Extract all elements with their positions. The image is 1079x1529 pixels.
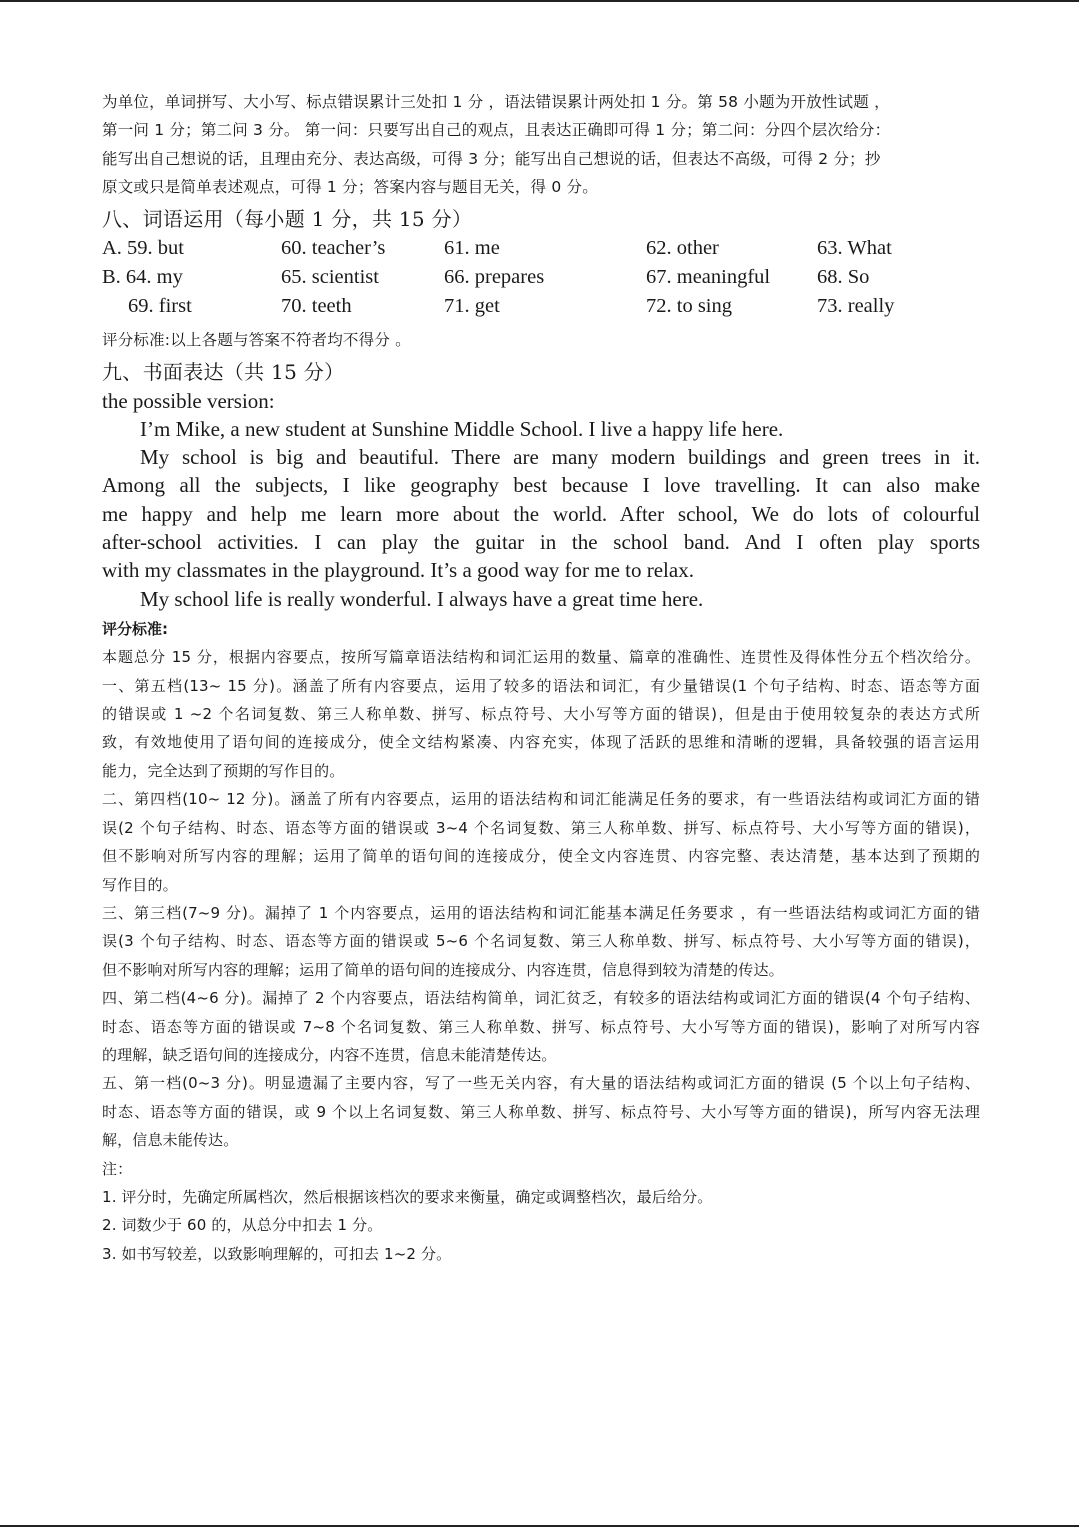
- essay-line: after-school activities. I can play the guitar in the school band. And I often play sports: [102, 530, 980, 555]
- note-line: 第一问 1 分；第二问 3 分。 第一问：只要写出自己的观点，且表达正确即可得 1 分；第二问：分四个层次给分：: [102, 121, 891, 140]
- note-item: 2. 词数少于 60 的，从总分中扣去 1 分。: [102, 1216, 383, 1235]
- section-8-criterion: 评分标准:以上各题与答案不符者均不得分 。: [102, 330, 411, 349]
- criteria-line: 三、第三档(7~9 分)。漏掉了 1 个内容要点，运用的语法结构和词汇能基本满足任务要求 ，有一些语法结构或词汇方面的错: [102, 903, 980, 922]
- note-item: 3. 如书写较差，以致影响理解的，可扣去 1~2 分。: [102, 1244, 452, 1263]
- top-border-line: [0, 0, 1079, 2]
- answer-71: 71. get: [444, 294, 500, 317]
- answer-67: 67. meaningful: [646, 265, 771, 288]
- note-line: 能写出自己想说的话，且理由充分、表达高级，可得 3 分；能写出自己想说的话，但表达不高级，可得 2 分；抄: [102, 149, 881, 168]
- answer-66: 66. prepares: [444, 265, 545, 288]
- answer-73: 73. really: [817, 294, 895, 317]
- criteria-line: 四、第二档(4~6 分)。漏掉了 2 个内容要点，语法结构简单，词汇贫乏，有较多的语法结构或词汇方面的错误(4 个句子结构、: [102, 989, 980, 1008]
- section-8-title: 八、词语运用（每小题 1 分，共 15 分）: [102, 207, 473, 232]
- possible-version-label: the possible version:: [102, 388, 275, 413]
- criteria-line: 二、第四档(10~ 12 分)。涵盖了所有内容要点，运用的语法结构和词汇能满足任务的要求，有一些语法结构或词汇方面的错: [102, 790, 980, 809]
- note-item: 1. 评分时，先确定所属档次，然后根据该档次的要求来衡量，确定或调整档次，最后给分。: [102, 1187, 713, 1206]
- answer-60: 60. teacher’s: [281, 237, 386, 260]
- essay-line: me happy and help me learn more about the world. After school, We do lots of colourful: [102, 501, 980, 526]
- answer-72: 72. to sing: [646, 294, 732, 317]
- criteria-line: 写作目的。: [102, 875, 178, 894]
- essay-line: with my classmates in the playground. It’s a good way for me to relax.: [102, 558, 694, 583]
- top-scoring-note: [102, 88, 980, 201]
- grading-criteria: [102, 643, 980, 1268]
- answer-68: 68. So: [817, 265, 870, 288]
- criteria-title: 评分标准:: [102, 619, 168, 638]
- criteria-line: 但不影响对所写内容的理解；运用了简单的语句间的连接成分，使全文内容连贯、内容完整、表达清楚，基本达到了预期的: [102, 847, 980, 866]
- criteria-line: 的理解，缺乏语句间的连接成分，内容不连贯，信息未能清楚传达。: [102, 1045, 557, 1064]
- sample-essay: [102, 415, 980, 613]
- answer-64: B. 64. my: [102, 265, 183, 288]
- criteria-line: 时态、语态等方面的错误，或 9 个以上名词复数、第三人称单数、拼写、标点符号、大小写等方面的错误)，所写内容无法理: [102, 1102, 980, 1121]
- answer-row-a: [102, 234, 980, 263]
- answer-65: 65. scientist: [281, 265, 379, 288]
- answer-63: 63. What: [817, 237, 892, 260]
- notes-title: 注：: [102, 1159, 133, 1178]
- criteria-line: 本题总分 15 分，根据内容要点，按所写篇章语法结构和词汇运用的数量、篇章的准确性、连贯性及得体性分五个档次给分。: [102, 648, 980, 667]
- criteria-line: 误(2 个句子结构、时态、语态等方面的错误或 3~4 个名词复数、第三人称单数、拼写、标点符号、大小写等方面的错误)，: [102, 818, 980, 837]
- section-9: [102, 358, 980, 1269]
- criteria-line: 一、第五档(13~ 15 分)。涵盖了所有内容要点，运用了较多的语法和词汇，有少量错误(1 个句子结构、时态、语态等方面: [102, 676, 980, 695]
- criteria-line: 能力，完全达到了预期的写作目的。: [102, 761, 345, 780]
- criteria-line: 误(3 个句子结构、时态、语态等方面的错误或 5~6 个名词复数、第三人称单数、拼写、标点符号、大小写等方面的错误)，: [102, 932, 980, 951]
- answer-59: A. 59. but: [102, 237, 184, 260]
- note-line: 为单位，单词拼写、大小写、标点错误累计三处扣 1 分 ，语法错误累计两处扣 1 分。第 58 小题为开放性试题 ，: [102, 93, 890, 111]
- criteria-line: 时态、语态等方面的错误或 7~8 个名词复数、第三人称单数、拼写、标点符号、大小写等方面的错误)，影响了对所写内容: [102, 1017, 980, 1036]
- criteria-line: 致，有效地使用了语句间的连接成分，使全文结构紧凑、内容充实，体现了活跃的思维和清晰的逻辑，具备较强的语言运用: [102, 733, 980, 752]
- note-line: 原文或只是简单表述观点，可得 1 分；答案内容与题目无关，得 0 分。: [102, 177, 598, 196]
- essay-line: My school life is really wonderful. I always have a great time here.: [140, 586, 704, 611]
- answer-62: 62. other: [646, 237, 719, 260]
- answer-key-page: [102, 88, 980, 1268]
- answer-61: 61. me: [444, 237, 500, 260]
- criteria-line: 但不影响对所写内容的理解；运用了简单的语句间的连接成分、内容连贯，信息得到较为清楚的传达。: [102, 960, 784, 979]
- criteria-line: 的错误或 1 ~2 个名词复数、第三人称单数、拼写、标点符号、大小写等方面的错误)，但是由于使用较复杂的表达方式所: [102, 705, 980, 724]
- essay-line: Among all the subjects, I like geography best because I love travelling. It can also make: [102, 473, 980, 498]
- answer-70: 70. teeth: [281, 294, 352, 317]
- criteria-line: 解，信息未能传达。: [102, 1131, 239, 1150]
- answer-row-b2: [102, 292, 980, 321]
- answer-69: 69. first: [128, 294, 192, 317]
- section-8: [102, 205, 980, 353]
- essay-line: I’m Mike, a new student at Sunshine Middle School. I live a happy life here.: [140, 416, 784, 441]
- essay-line: My school is big and beautiful. There are many modern buildings and green trees in it.: [140, 445, 980, 470]
- criteria-line: 五、第一档(0~3 分)。明显遗漏了主要内容，写了一些无关内容，有大量的语法结构或词汇方面的错误 (5 个以上句子结构、: [102, 1074, 980, 1093]
- bottom-border-line: [0, 1525, 1079, 1527]
- section-9-title: 九、书面表达（共 15 分）: [102, 359, 345, 384]
- answer-row-b: [102, 263, 980, 292]
